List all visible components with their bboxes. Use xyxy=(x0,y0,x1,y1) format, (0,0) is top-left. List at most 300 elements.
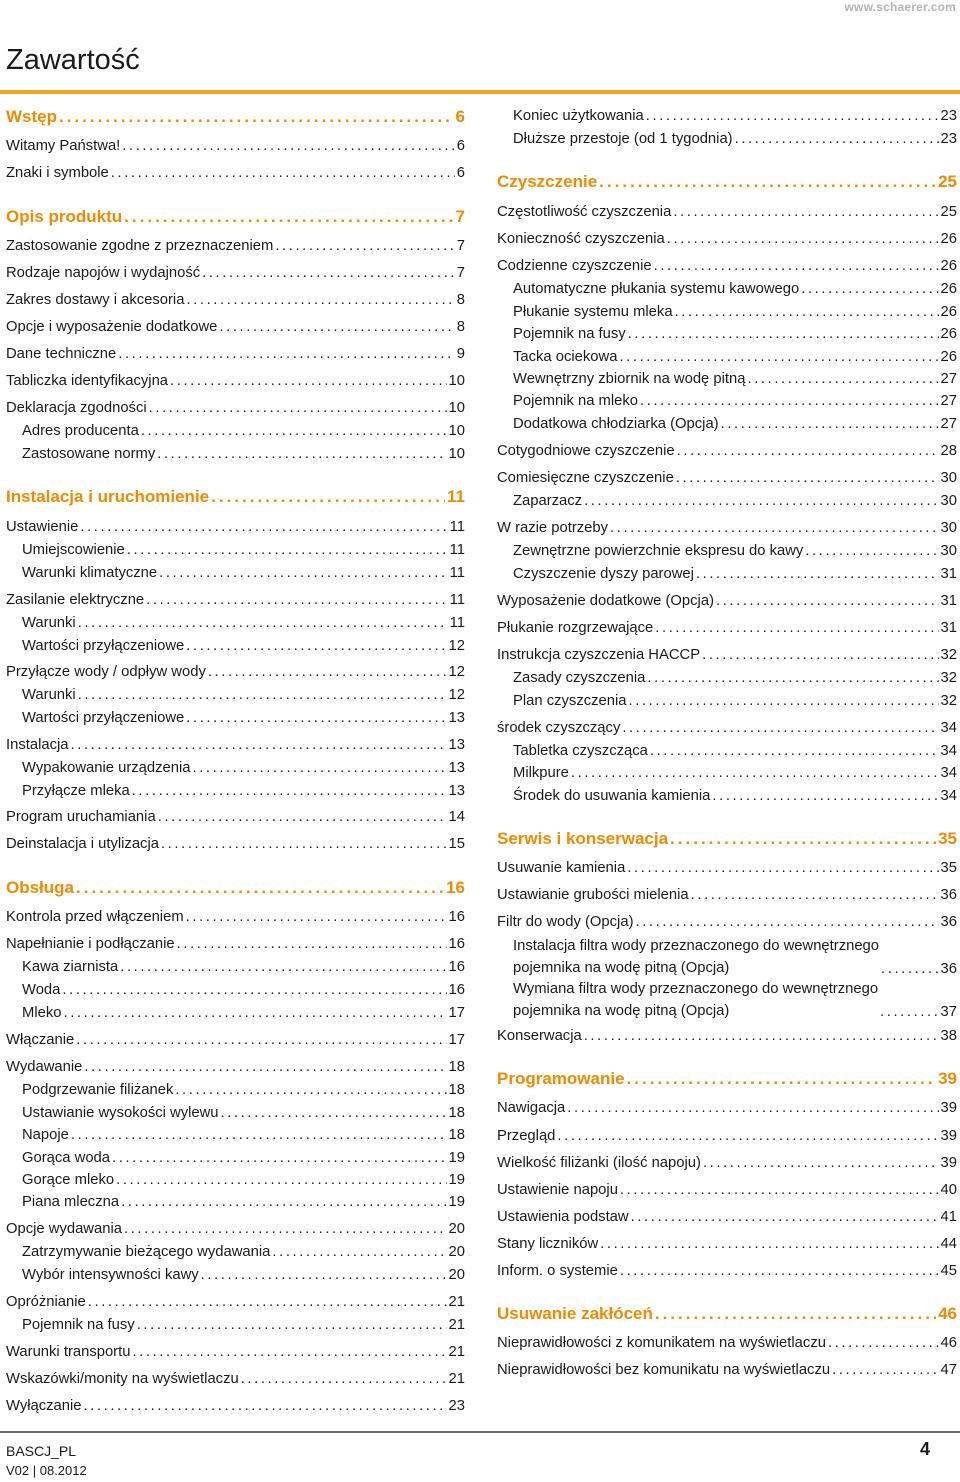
toc-dot-leader xyxy=(721,414,939,434)
toc-entry-label: Konieczność czyszczenia xyxy=(497,231,665,247)
toc-entry-label: Podgrzewanie filiżanek xyxy=(22,1082,174,1098)
toc-dot-leader xyxy=(71,735,447,755)
toc-page-number: 8 xyxy=(456,292,465,308)
toc-subentry[interactable] xyxy=(497,279,957,299)
toc-dot-leader xyxy=(175,1080,446,1100)
toc-dot-leader xyxy=(650,741,939,761)
toc-page-number: 19 xyxy=(448,1172,465,1188)
toc-page-number: 39 xyxy=(940,1100,957,1116)
toc-dot-leader xyxy=(622,718,938,738)
toc-dot-leader xyxy=(177,934,447,954)
toc-page-number: 18 xyxy=(448,1105,465,1121)
toc-entry-label: Obsługa xyxy=(6,878,75,897)
toc-dot-leader xyxy=(712,786,938,806)
toc-dot-leader xyxy=(84,1396,447,1416)
toc-dot-leader xyxy=(805,541,938,561)
toc-page-number: 35 xyxy=(938,829,957,848)
toc-subentry[interactable] xyxy=(497,491,957,511)
toc-dot-leader xyxy=(703,1153,939,1173)
toc-page-number: 12 xyxy=(448,638,465,654)
toc-dot-leader xyxy=(677,441,939,461)
toc-dot-leader xyxy=(655,1304,936,1324)
toc-entry[interactable] xyxy=(6,263,465,283)
toc-subentry[interactable] xyxy=(6,758,465,778)
toc-dot-leader xyxy=(124,207,453,227)
toc-page-number: 26 xyxy=(940,258,957,274)
toc-page-number: 16 xyxy=(448,909,465,925)
toc-entry-label: Częstotliwość czyszczenia xyxy=(497,204,672,220)
toc-entry[interactable] xyxy=(497,1026,957,1046)
toc-dot-leader xyxy=(211,487,445,507)
toc-entry-label: Czyszczenie dyszy parowej xyxy=(513,566,694,582)
toc-entry-label: Mleko xyxy=(22,1005,62,1021)
toc-entry[interactable] xyxy=(497,468,957,488)
toc-subentry[interactable] xyxy=(6,1315,465,1335)
toc-entry[interactable] xyxy=(497,591,957,611)
toc-entry-label: Opis produktu xyxy=(6,207,123,226)
toc-entry[interactable] xyxy=(497,1234,957,1254)
toc-entry-label: Comiesięczne czyszczenie xyxy=(497,470,674,486)
toc-entry[interactable] xyxy=(6,662,465,682)
toc-dot-leader xyxy=(600,1234,938,1254)
toc-dot-leader xyxy=(627,858,938,878)
toc-entry-label: Znaki i symbole xyxy=(6,165,109,181)
toc-entry-label: Cotygodniowe czyszczenie xyxy=(497,443,675,459)
toc-entry-label: Napełnianie i podłączanie xyxy=(6,936,175,952)
toc-page-number: 31 xyxy=(940,593,957,609)
toc-entry[interactable] xyxy=(497,718,957,738)
toc-entry[interactable] xyxy=(6,590,465,610)
toc-dot-leader xyxy=(127,540,448,560)
toc-entry-label: Usuwanie zakłóceń xyxy=(497,1304,653,1323)
toc-entry-label: Tabletka czyszcząca xyxy=(513,743,648,759)
toc-dot-leader xyxy=(122,136,454,156)
toc-entry[interactable] xyxy=(6,517,465,537)
toc-entry-label: Wstęp xyxy=(6,107,57,126)
toc-page-number: 12 xyxy=(448,664,465,680)
toc-entry[interactable] xyxy=(6,163,465,183)
toc-subentry[interactable] xyxy=(497,978,957,1022)
toc-page-number: 9 xyxy=(456,346,465,362)
toc-dot-leader xyxy=(654,256,939,276)
toc-subentry[interactable] xyxy=(497,414,957,434)
toc-dot-leader xyxy=(655,618,938,638)
toc-entry-label: Kontrola przed włączeniem xyxy=(6,909,184,925)
toc-entry-label: Płukanie rozgrzewające xyxy=(497,620,654,636)
toc-entry[interactable] xyxy=(497,1126,957,1146)
toc-entry-label xyxy=(513,935,879,979)
toc-entry-label: Wewnętrzny zbiornik na wodę pitną xyxy=(513,371,746,387)
toc-subentry[interactable] xyxy=(6,421,465,441)
toc-page-number: 34 xyxy=(940,720,957,736)
toc-entry-label: Wielkość filiżanki (ilość napoju) xyxy=(497,1155,701,1171)
toc-subentry[interactable] xyxy=(6,708,465,728)
toc-subentry[interactable] xyxy=(497,106,957,126)
toc-entry[interactable] xyxy=(497,912,957,932)
toc-subentry[interactable] xyxy=(497,935,957,979)
toc-dot-leader xyxy=(137,1315,447,1335)
toc-entry[interactable] xyxy=(6,136,465,156)
toc-subentry[interactable] xyxy=(6,540,465,560)
toc-page-number: 16 xyxy=(446,878,465,897)
toc-page-number: 39 xyxy=(940,1128,957,1144)
toc-section-heading[interactable] xyxy=(6,207,465,227)
toc-entry[interactable] xyxy=(497,858,957,878)
toc-dot-leader xyxy=(275,236,454,256)
toc-entry[interactable] xyxy=(6,834,465,854)
toc-page-number: 11 xyxy=(449,615,465,631)
toc-page-number: 47 xyxy=(940,1362,957,1378)
toc-subentry[interactable] xyxy=(497,541,957,561)
toc-page-number: 7 xyxy=(456,238,465,254)
toc-dot-leader xyxy=(620,1261,939,1281)
toc-dot-leader xyxy=(149,398,447,418)
toc-subentry[interactable] xyxy=(6,1265,465,1285)
toc-page-number: 8 xyxy=(456,319,465,335)
toc-entry[interactable] xyxy=(497,885,957,905)
toc-page-number: 19 xyxy=(448,1150,465,1166)
toc-entry-label: Rodzaje napojów i wydajność xyxy=(6,265,201,281)
toc-page-number: 15 xyxy=(448,836,465,852)
toc-subentry[interactable] xyxy=(497,324,957,344)
toc-subentry[interactable] xyxy=(6,1170,465,1190)
toc-entry-label: Warunki transportu xyxy=(6,1344,131,1360)
toc-entry-label: Zastosowanie zgodne z przeznaczeniem xyxy=(6,238,274,254)
toc-section-heading[interactable] xyxy=(6,878,465,898)
toc-entry[interactable] xyxy=(497,441,957,461)
toc-entry-label: Ustawianie wysokości wylewu xyxy=(22,1105,219,1121)
toc-page-number: 38 xyxy=(940,1028,957,1044)
toc-dot-leader xyxy=(159,563,448,583)
toc-dot-leader xyxy=(208,662,447,682)
toc-entry-label: Zaparzacz xyxy=(513,493,583,509)
toc-dot-leader xyxy=(241,1369,447,1389)
toc-entry-label: Adres producenta xyxy=(22,423,139,439)
toc-page-number: 34 xyxy=(940,765,957,781)
toc-entry-label: Instalacja xyxy=(6,737,69,753)
toc-page-number: 13 xyxy=(448,760,465,776)
toc-page-number: 26 xyxy=(940,231,957,247)
toc-entry[interactable] xyxy=(6,1396,465,1416)
toc-dot-leader xyxy=(88,1292,447,1312)
toc-page-number: 23 xyxy=(940,108,957,124)
toc-page-number: 37 xyxy=(940,1004,957,1020)
toc-page-number: 20 xyxy=(448,1267,465,1283)
toc-page-number: 36 xyxy=(940,887,957,903)
toc-dot-leader xyxy=(78,613,448,633)
toc-entry-label: Włączanie xyxy=(6,1032,75,1048)
toc-page-number: 19 xyxy=(448,1194,465,1210)
toc-subentry[interactable] xyxy=(6,613,465,633)
toc-entry[interactable] xyxy=(497,518,957,538)
toc-entry-label: Pojemnik na fusy xyxy=(22,1317,135,1333)
toc-dot-leader xyxy=(567,1098,938,1118)
toc-page-number: 31 xyxy=(940,620,957,636)
toc-dot-leader xyxy=(676,468,939,488)
toc-subentry[interactable] xyxy=(6,1192,465,1212)
toc-entry-label: Inform. o systemie xyxy=(497,1263,618,1279)
toc-dot-leader xyxy=(158,807,447,827)
toc-dot-leader xyxy=(186,907,447,927)
toc-entry[interactable] xyxy=(497,645,957,665)
toc-dot-leader xyxy=(881,959,939,979)
toc-entry-label: Zastosowane normy xyxy=(22,446,156,462)
toc-page-number: 30 xyxy=(940,520,957,536)
footer-divider xyxy=(0,1431,960,1433)
toc-entry[interactable] xyxy=(497,618,957,638)
toc-entry-label: Zatrzymywanie bieżącego wydawania xyxy=(22,1244,271,1260)
toc-page-number: 25 xyxy=(938,172,957,191)
toc-subentry[interactable] xyxy=(497,347,957,367)
toc-page-number: 44 xyxy=(940,1236,957,1252)
toc-entry[interactable] xyxy=(6,317,465,337)
toc-subentry[interactable] xyxy=(6,1125,465,1145)
toc-subentry[interactable] xyxy=(497,391,957,411)
toc-dot-leader xyxy=(157,444,446,464)
toc-entry[interactable] xyxy=(6,1292,465,1312)
toc-entry[interactable] xyxy=(6,1030,465,1050)
toc-entry-label xyxy=(513,978,878,1022)
toc-entry-label: Serwis i konserwacja xyxy=(497,829,669,848)
toc-page-number: 16 xyxy=(448,936,465,952)
toc-dot-leader xyxy=(186,708,446,728)
toc-page-number: 10 xyxy=(448,400,465,416)
toc-entry-label: Przyłącze mleka xyxy=(22,783,130,799)
toc-entry-label: Warunki xyxy=(22,687,76,703)
toc-subentry[interactable] xyxy=(6,980,465,1000)
toc-dot-leader xyxy=(599,172,936,192)
toc-dot-leader xyxy=(675,302,939,322)
toc-dot-leader xyxy=(120,957,446,977)
toc-entry-label: Deinstalacja i utylizacja xyxy=(6,836,159,852)
toc-dot-leader xyxy=(192,758,446,778)
toc-entry[interactable] xyxy=(6,398,465,418)
toc-page-number: 41 xyxy=(940,1209,957,1225)
toc-dot-leader xyxy=(584,491,938,511)
toc-subentry[interactable] xyxy=(6,685,465,705)
toc-subentry[interactable] xyxy=(6,1080,465,1100)
toc-dot-leader xyxy=(584,1026,939,1046)
toc-entry[interactable] xyxy=(497,229,957,249)
toc-dot-leader xyxy=(80,517,447,537)
toc-entry-label: Woda xyxy=(22,982,61,998)
toc-entry[interactable] xyxy=(497,1207,957,1227)
toc-entry[interactable] xyxy=(6,907,465,927)
toc-entry-label: Zasilanie elektryczne xyxy=(6,592,145,608)
toc-entry-label: Pojemnik na fusy xyxy=(513,326,626,342)
toc-page-number: 26 xyxy=(940,349,957,365)
toc-page-number: 10 xyxy=(448,446,465,462)
toc-dot-leader xyxy=(272,1242,446,1262)
toc-page-number: 27 xyxy=(940,416,957,432)
toc-subentry[interactable] xyxy=(6,781,465,801)
toc-entry[interactable] xyxy=(497,1261,957,1281)
toc-subentry[interactable] xyxy=(497,369,957,389)
toc-subentry[interactable] xyxy=(497,564,957,584)
toc-section-heading[interactable] xyxy=(6,107,465,127)
toc-entry-label: Środek do usuwania kamienia xyxy=(513,788,711,804)
toc-entry[interactable] xyxy=(6,290,465,310)
toc-entry-label: Zasady czyszczenia xyxy=(513,670,646,686)
toc-dot-leader xyxy=(161,834,447,854)
toc-entry-label: Przegląd xyxy=(497,1128,556,1144)
toc-entry-label: Filtr do wody (Opcja) xyxy=(497,914,634,930)
toc-entry-label: Nieprawidłowości bez komunikatu na wyświetlaczu xyxy=(497,1362,831,1378)
toc-dot-leader xyxy=(121,1192,446,1212)
toc-subentry[interactable] xyxy=(497,668,957,688)
toc-entry[interactable] xyxy=(6,735,465,755)
toc-dot-leader xyxy=(84,1057,446,1077)
toc-dot-leader xyxy=(112,1148,447,1168)
toc-page-number: 16 xyxy=(448,959,465,975)
toc-entry-label: Ustawienia podstaw xyxy=(497,1209,629,1225)
toc-entry[interactable] xyxy=(497,1098,957,1118)
toc-entry[interactable] xyxy=(6,236,465,256)
toc-entry-label: Pojemnik na mleko xyxy=(513,393,639,409)
toc-subentry[interactable] xyxy=(6,1148,465,1168)
toc-entry-label-line: pojemnika na wodę pitną (Opcja) xyxy=(513,960,730,976)
toc-section-heading[interactable] xyxy=(497,1069,957,1089)
toc-entry-label: Wyposażenie dodatkowe (Opcja) xyxy=(497,593,714,609)
toc-subentry[interactable] xyxy=(6,1003,465,1023)
toc-page-number: 11 xyxy=(449,542,465,558)
toc-page-number: 6 xyxy=(456,165,465,181)
toc-dot-leader xyxy=(202,263,455,283)
toc-page-number: 23 xyxy=(940,131,957,147)
toc-page-number: 25 xyxy=(940,204,957,220)
toc-entry-label: Plan czyszczenia xyxy=(513,693,627,709)
toc-page-number: 26 xyxy=(940,281,957,297)
toc-entry[interactable] xyxy=(497,202,957,222)
toc-dot-leader xyxy=(219,317,454,337)
toc-page-number: 35 xyxy=(940,860,957,876)
toc-page-number: 32 xyxy=(940,647,957,663)
toc-entry[interactable] xyxy=(497,1360,957,1380)
toc-page-number: 21 xyxy=(448,1294,465,1310)
toc-entry[interactable] xyxy=(6,1219,465,1239)
toc-dot-leader xyxy=(201,1265,447,1285)
toc-dot-leader xyxy=(71,1125,447,1145)
toc-subentry[interactable] xyxy=(6,444,465,464)
toc-page-number: 36 xyxy=(940,961,957,977)
toc-dot-leader xyxy=(221,1103,447,1123)
toc-entry[interactable] xyxy=(6,934,465,954)
toc-entry-label: W razie potrzeby xyxy=(497,520,609,536)
toc-page-number: 46 xyxy=(940,1335,957,1351)
toc-page-number: 39 xyxy=(938,1069,957,1088)
toc-page-number: 30 xyxy=(940,543,957,559)
toc-subentry[interactable] xyxy=(497,691,957,711)
toc-section-heading[interactable] xyxy=(497,172,957,192)
toc-entry-label: Piana mleczna xyxy=(22,1194,120,1210)
toc-section-heading[interactable] xyxy=(497,829,957,849)
toc-dot-leader xyxy=(748,369,939,389)
toc-page-number: 30 xyxy=(940,493,957,509)
toc-entry[interactable] xyxy=(6,1057,465,1077)
toc-dot-leader xyxy=(647,668,938,688)
toc-page-number: 17 xyxy=(448,1032,465,1048)
toc-entry-label: Ustawienie xyxy=(6,519,79,535)
toc-entry-label-line: pojemnika na wodę pitną (Opcja) xyxy=(513,1003,730,1019)
toc-subentry[interactable] xyxy=(497,786,957,806)
toc-dot-leader xyxy=(673,202,938,222)
toc-dot-leader xyxy=(146,590,447,610)
toc-section-heading[interactable] xyxy=(6,487,465,507)
toc-dot-leader xyxy=(691,885,939,905)
toc-dot-leader xyxy=(620,1180,939,1200)
toc-dot-leader xyxy=(76,1030,446,1050)
toc-dot-leader xyxy=(111,163,455,183)
toc-page-number: 20 xyxy=(448,1244,465,1260)
toc-subentry[interactable] xyxy=(6,636,465,656)
toc-page-number: 11 xyxy=(449,592,465,608)
toc-dot-leader xyxy=(646,106,939,126)
toc-page-number: 20 xyxy=(448,1221,465,1237)
toc-dot-leader xyxy=(636,912,939,932)
toc-entry-label: Zewnętrzne powierzchnie ekspresu do kawy xyxy=(513,543,804,559)
toc-subentry[interactable] xyxy=(6,1242,465,1262)
toc-dot-leader xyxy=(832,1360,938,1380)
toc-dot-leader xyxy=(132,781,447,801)
toc-page-number: 28 xyxy=(940,443,957,459)
toc-section-heading[interactable] xyxy=(497,1304,957,1324)
toc-subentry[interactable] xyxy=(6,957,465,977)
toc-page-number: 13 xyxy=(448,783,465,799)
toc-subentry[interactable] xyxy=(6,563,465,583)
toc-entry[interactable] xyxy=(6,807,465,827)
toc-page-number: 45 xyxy=(940,1263,957,1279)
toc-dot-leader xyxy=(629,691,939,711)
toc-entry-label: Dłuższe przestoje (od 1 tygodnia) xyxy=(513,131,733,147)
toc-entry[interactable] xyxy=(6,371,465,391)
toc-entry-label: Opcje i wyposażenie dodatkowe xyxy=(6,319,218,335)
toc-dot-leader xyxy=(141,421,447,441)
toc-entry-label: Dane techniczne xyxy=(6,346,117,362)
toc-entry[interactable] xyxy=(6,344,465,364)
toc-entry-label: Ustawienie napoju xyxy=(497,1182,618,1198)
toc-subentry[interactable] xyxy=(497,129,957,149)
toc-entry[interactable] xyxy=(6,1369,465,1389)
toc-entry[interactable] xyxy=(497,1333,957,1353)
toc-page-number: 11 xyxy=(449,519,465,535)
toc-entry-label: Codzienne czyszczenie xyxy=(497,258,652,274)
toc-subentry[interactable] xyxy=(497,302,957,322)
toc-page-number: 39 xyxy=(940,1155,957,1171)
toc-entry[interactable] xyxy=(497,256,957,276)
toc-entry-label: Wypakowanie urządzenia xyxy=(22,760,191,776)
toc-page-number: 34 xyxy=(940,743,957,759)
toc-subentry[interactable] xyxy=(497,741,957,761)
toc-dot-leader xyxy=(670,829,936,849)
toc-entry-label: środek czyszczący xyxy=(497,720,621,736)
toc-page-number: 12 xyxy=(448,687,465,703)
toc-page-number: 23 xyxy=(448,1398,465,1414)
toc-page-number: 13 xyxy=(448,710,465,726)
toc-page-number: 21 xyxy=(448,1371,465,1387)
toc-entry-label: Witamy Państwa! xyxy=(6,138,121,154)
toc-dot-leader xyxy=(76,878,444,898)
toc-entry-label: Napoje xyxy=(22,1127,69,1143)
toc-entry[interactable] xyxy=(497,1153,957,1173)
toc-entry[interactable] xyxy=(6,1342,465,1362)
toc-entry[interactable] xyxy=(497,1180,957,1200)
toc-page-number: 32 xyxy=(940,693,957,709)
toc-page-number: 13 xyxy=(448,737,465,753)
toc-dot-leader xyxy=(571,763,939,783)
toc-dot-leader xyxy=(735,129,939,149)
toc-subentry[interactable] xyxy=(497,763,957,783)
toc-subentry[interactable] xyxy=(6,1103,465,1123)
